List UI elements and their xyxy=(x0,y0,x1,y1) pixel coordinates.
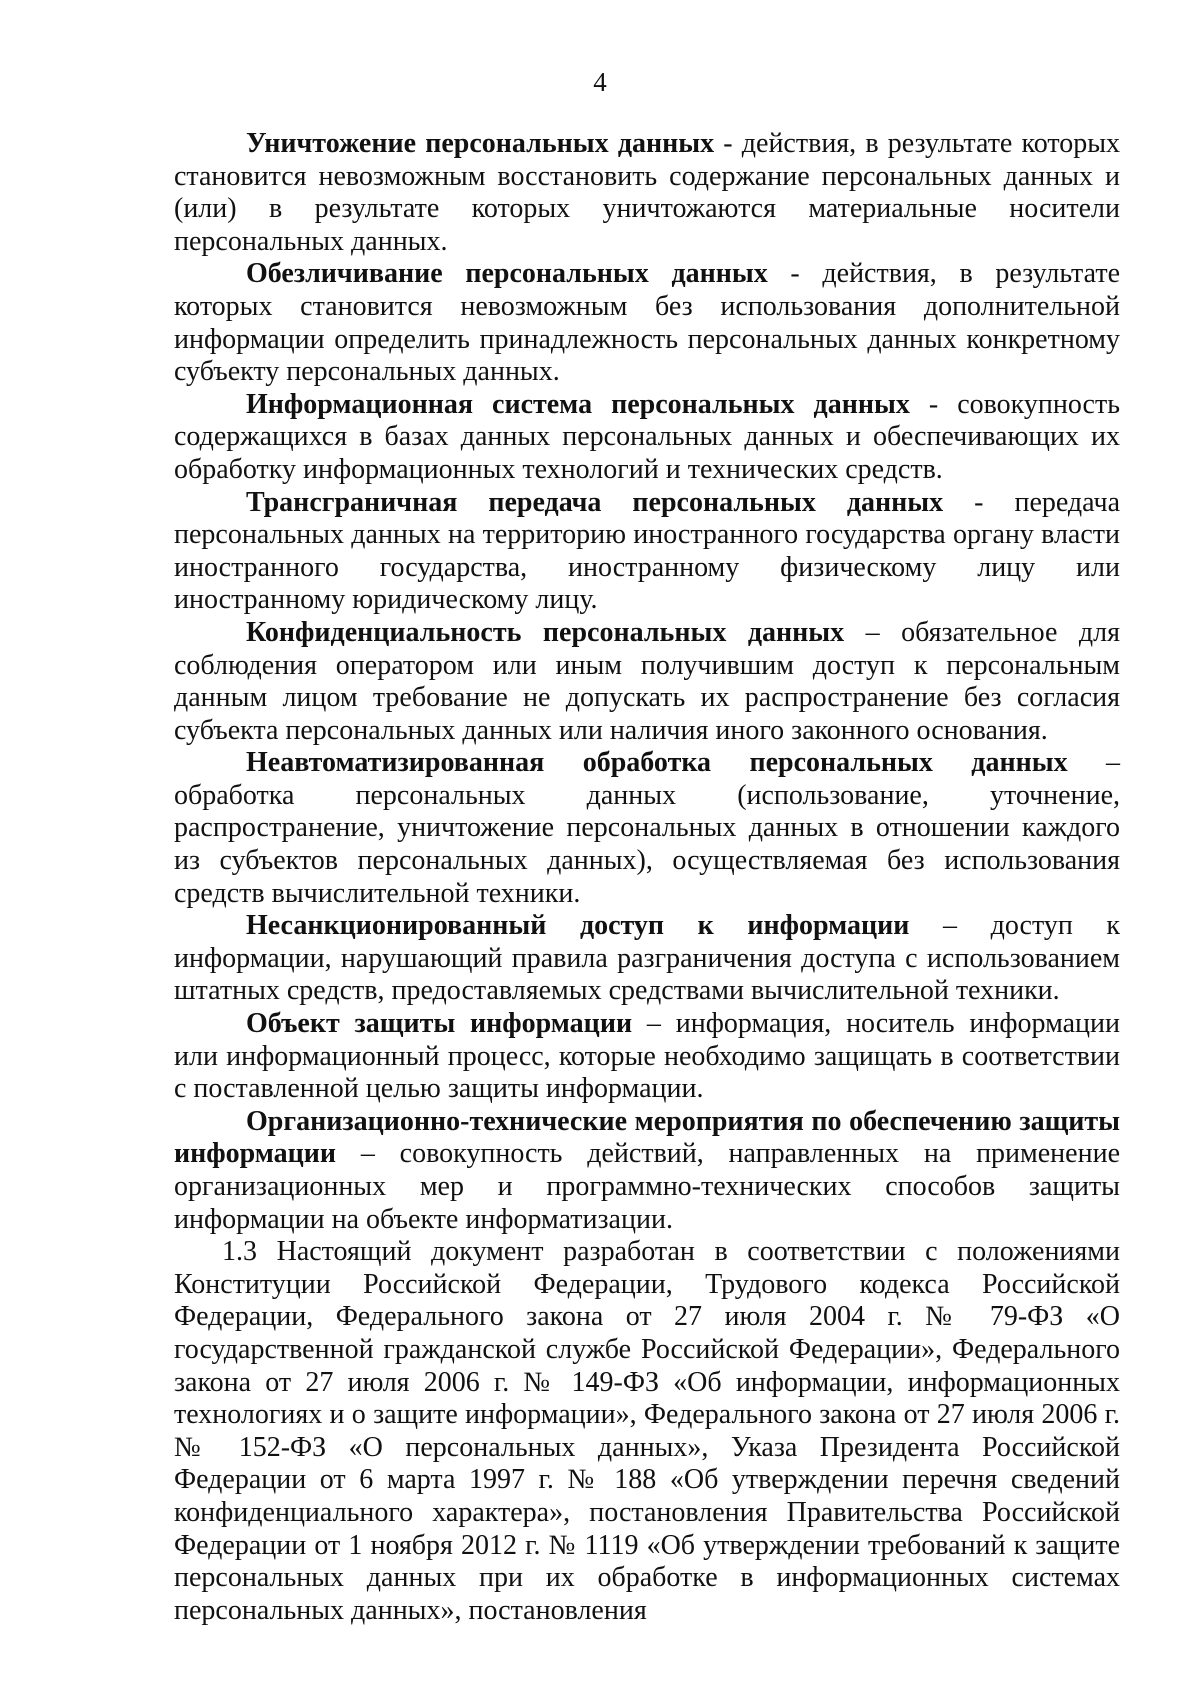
definition-text: - совокупность содержащихся в базах данных персональных данных и обеспечивающих их обработку информационных технологий и технических средств. xyxy=(174,388,1120,485)
definition-term: Трансграничная передача персональных данных xyxy=(246,486,944,518)
definition-paragraph xyxy=(174,128,1120,258)
definition-text: – совокупность действий, направленных на применение организационных мер и программно-технических способов защиты информации на объекте информатизации. xyxy=(174,1138,1120,1235)
definition-term: Несанкционированный доступ к информации xyxy=(246,910,910,942)
definition-text: - передача персональных данных на территорию иностранного государства органу власти иностранного государства, иностранному физическому лицу или иностранному юридическому лицу. xyxy=(174,486,1120,616)
definition-paragraph xyxy=(174,487,1120,617)
section-1-3-paragraph: 1.3 Настоящий документ разработан в соответствии с положениями Конституции Российской Федерации, Трудового кодекса Российской Федерации, Федерального закона от 27 июля 2004 г. № 79-ФЗ «О государственной гражданской службе Российской Федерации», Федерального закона от 27 июля 2006 г. № 149-ФЗ «Об информации, информационных технологиях и о защите информации», Федерального закона от 27 июля 2006 г. № 152-ФЗ «О персональных данных», Указа Президента Российской Федерации от 6 марта 1997 г. № 188 «Об утверждении перечня сведений конфиденциального характера», постановления Правительства Российской Федерации от 1 ноября 2012 г. № 1119 «Об утверждении требований к защите персональных данных при их обработке в информационных системах персональных данных», постановления xyxy=(174,1236,1120,1626)
definition-term: Уничтожение персональных данных xyxy=(246,128,715,159)
definition-paragraph xyxy=(174,910,1120,1008)
definition-text: – обязательное для соблюдения оператором или иным получившим доступ к персональным данным лицом требование не допускать их распространение без согласия субъекта персональных данных или наличия иного законного основания. xyxy=(174,616,1120,746)
definition-paragraph xyxy=(174,1106,1120,1236)
definition-text: – доступ к информации, нарушающий правила разграничения доступа с использованием штатных средств, предоставляемых средствами вычислительной техники. xyxy=(174,910,1120,1007)
definition-term: Информационная система персональных данных xyxy=(246,388,910,420)
definition-paragraph xyxy=(174,389,1120,487)
page-number: 4 xyxy=(593,67,607,97)
definition-paragraph xyxy=(174,617,1120,747)
definition-paragraph xyxy=(174,1008,1120,1106)
definition-text: - действия, в результате которых становится невозможным без использования дополнительной информации определить принадлежность персональных данных конкретному субъекту персональных данных. xyxy=(174,258,1120,388)
definition-term: Неавтоматизированная обработка персональных данных xyxy=(246,747,1068,779)
definition-paragraph xyxy=(174,258,1120,388)
definition-text: – обработка персональных данных (использование, уточнение, распространение, уничтожение персональных данных в отношении каждого из субъектов персональных данных), осуществляемая без использования средств вычислительной техники. xyxy=(174,747,1121,909)
definition-term: Конфиденциальность персональных данных xyxy=(246,616,845,648)
definition-term: Организационно-технические мероприятия по обеспечению защиты информации xyxy=(174,1105,1120,1170)
definition-term: Объект защиты информации xyxy=(246,1008,633,1040)
definition-text: - действия, в результате которых становится невозможным восстановить содержание персональных данных и (или) в результате которых уничтожаются материальные носители персональных данных. xyxy=(174,128,1121,257)
definition-text: – информация, носитель информации или информационный процесс, которые необходимо защищать в соответствии с поставленной целью защиты информации. xyxy=(174,1008,1120,1105)
definition-paragraph xyxy=(174,747,1120,910)
document-body xyxy=(174,128,1120,1627)
definition-term: Обезличивание персональных данных xyxy=(246,258,768,290)
